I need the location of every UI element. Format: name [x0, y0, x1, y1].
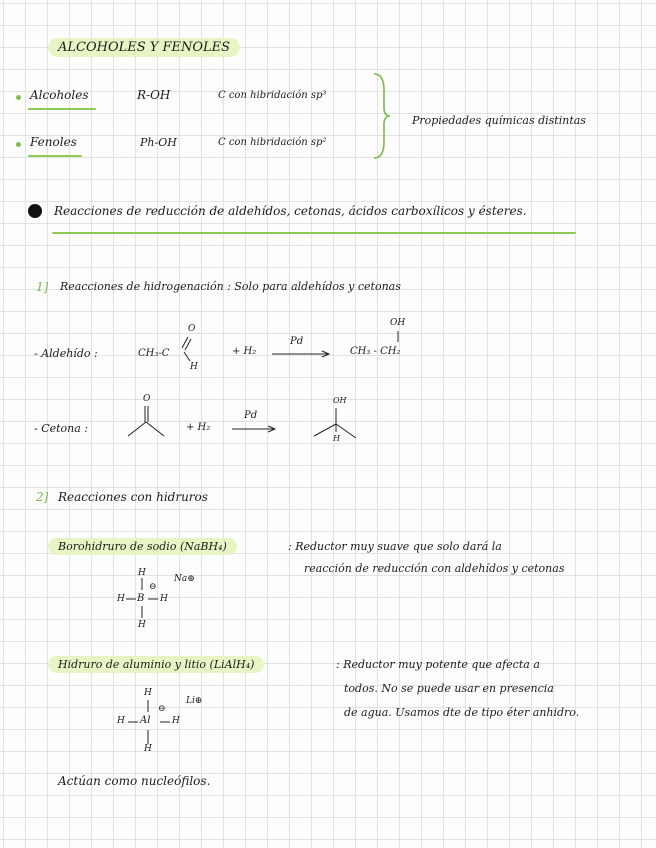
hydrogen-label: H: [117, 716, 125, 726]
section-heading: Reacciones de reducción de aldehídos, cetonas, ácidos carboxílicos y ésteres.: [54, 204, 527, 218]
type-name-alcoholes: Alcoholes: [30, 88, 89, 102]
underline: [28, 108, 96, 110]
reaction-arrow: [232, 425, 278, 433]
reactant-formula: CH₃-C: [138, 348, 170, 359]
curly-bracket: [372, 72, 392, 160]
aluminium-label: Al: [140, 715, 151, 726]
hydrogen-label: H: [190, 362, 198, 372]
hydrogen-label: H: [333, 434, 340, 443]
hydrogen-label: H: [117, 594, 125, 604]
oxygen-label: O: [143, 394, 151, 404]
hydrogen-label: H: [138, 568, 146, 578]
oxygen-label: O: [188, 324, 196, 334]
reaction-label-cetona: - Cetona :: [34, 422, 89, 435]
reagent-description: : Reductor muy potente que afecta a: [336, 658, 540, 671]
reagent-description: todos. No se puede usar en presencia: [344, 682, 554, 695]
counterion-label: Na⊕: [174, 574, 195, 584]
boron-label: B: [137, 593, 145, 604]
hydrogen-label: H: [144, 688, 152, 698]
hydrogen-label: H: [144, 744, 152, 754]
page-title: ALCOHOLES Y FENOLES: [48, 38, 240, 57]
ketone-structure: [126, 404, 168, 440]
hydrogen-label: H: [160, 594, 168, 604]
reagent-description: de agua. Usamos dte de tipo éter anhidro.: [344, 706, 580, 719]
bullet-dot: [16, 142, 21, 147]
charge-label: ⊖: [158, 704, 166, 714]
charge-label: ⊖: [149, 582, 157, 592]
section-number: 2]: [36, 490, 49, 504]
underline: [28, 155, 82, 157]
reagent-description: : Reductor muy suave que solo dará la: [288, 540, 502, 553]
reagent-name-lialh4: Hidruro de aluminio y litio (LiAlH₄): [48, 656, 264, 673]
types-note: Propiedades químicas distintas: [412, 114, 586, 127]
type-formula-alcoholes: R-OH: [137, 88, 171, 102]
catalyst-label: Pd: [290, 336, 304, 347]
heading-bullet: [28, 204, 42, 218]
counterion-label: Li⊕: [186, 696, 203, 706]
bullet-dot: [16, 95, 21, 100]
section-title: Reacciones de hidrogenación : Solo para aldehídos y cetonas: [60, 280, 401, 293]
reagent-h2: + H₂: [232, 346, 257, 357]
section-title: Reacciones con hidruros: [58, 490, 208, 504]
reagent-description: reacción de reducción con aldehídos y cetonas: [304, 562, 565, 575]
footer-note: Actúan como nucleófilos.: [58, 774, 211, 788]
underline: [52, 232, 576, 234]
reaction-arrow: [272, 350, 332, 358]
catalyst-label: Pd: [244, 410, 258, 421]
hydrogen-label: H: [138, 620, 146, 630]
reagent-h2: + H₂: [186, 422, 211, 433]
reaction-label-aldehido: - Aldehído :: [34, 347, 98, 360]
hydroxyl-label: OH: [333, 396, 347, 405]
section-number: 1]: [36, 280, 49, 294]
type-formula-fenoles: Ph-OH: [140, 136, 177, 149]
oh-bond: [396, 331, 400, 343]
aldehyde-bonds: [176, 334, 196, 364]
type-hybrid-alcoholes: C con hibridación sp³: [218, 90, 327, 101]
type-name-fenoles: Fenoles: [30, 135, 77, 149]
reagent-name-nabh4: Borohidruro de sodio (NaBH₄): [48, 538, 237, 555]
hydroxyl-label: OH: [390, 318, 406, 328]
type-hybrid-fenoles: C con hibridación sp²: [218, 137, 327, 148]
product-formula: CH₃ - CH₂: [350, 346, 401, 357]
hydrogen-label: H: [172, 716, 180, 726]
